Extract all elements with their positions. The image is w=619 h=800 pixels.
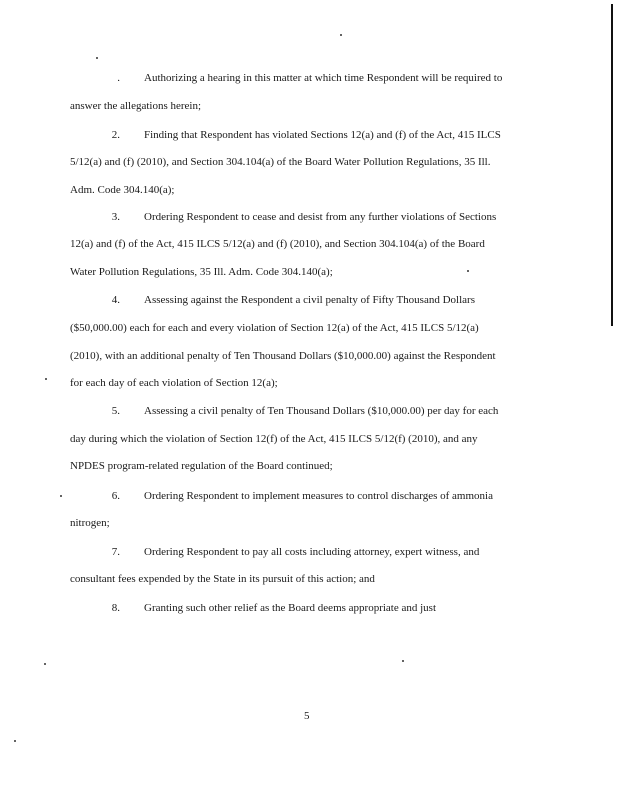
item-text-line: (2010), with an additional penalty of Ten Thousand Dollars ($10,000.00) against the Respondent	[70, 350, 496, 362]
item-text-line: Assessing a civil penalty of Ten Thousand Dollars ($10,000.00) per day for each	[144, 405, 499, 417]
item-number: 7.	[111, 546, 120, 558]
scan-speck	[44, 663, 46, 665]
item-text-line: Water Pollution Regulations, 35 Ill. Adm. Code 304.140(a);	[70, 266, 333, 278]
item-text-line: consultant fees expended by the State in its pursuit of this action; and	[70, 573, 375, 585]
item-number: 2.	[111, 129, 120, 141]
item-text-line: for each day of each violation of Section 12(a);	[70, 377, 278, 389]
item-text-line: day during which the violation of Section 12(f) of the Act, 415 ILCS 5/12(f) (2010), and any	[70, 433, 478, 445]
item-text-line: answer the allegations herein;	[70, 100, 202, 112]
item-text-line: Authorizing a hearing in this matter at which time Respondent will be required to	[144, 72, 503, 84]
item-text-line: Finding that Respondent has violated Sections 12(a) and (f) of the Act, 415 ILCS	[144, 129, 501, 141]
item-text-line: Assessing against the Respondent a civil penalty of Fifty Thousand Dollars	[144, 294, 475, 306]
item-text-line: Ordering Respondent to cease and desist from any further violations of Sections	[144, 211, 497, 223]
scan-speck	[14, 740, 16, 742]
item-text-line: 12(a) and (f) of the Act, 415 ILCS 5/12(a) and (f) (2010), and Section 304.104(a) of the Board	[70, 238, 485, 250]
item-number: 4.	[111, 294, 120, 306]
page-number: 5	[304, 710, 310, 722]
item-number: 8.	[111, 602, 120, 614]
item-text-line: Ordering Respondent to implement measures to control discharges of ammonia	[144, 490, 493, 502]
item-number: .	[117, 72, 120, 84]
scan-edge-line	[611, 4, 613, 326]
scan-speck	[45, 378, 47, 380]
item-text-line: ($50,000.00) each for each and every violation of Section 12(a) of the Act, 415 ILCS 5/12(a)	[70, 322, 479, 334]
scan-speck	[467, 270, 469, 272]
item-text-line: nitrogen;	[70, 517, 110, 529]
item-number: 6.	[111, 490, 120, 502]
item-number: 5.	[111, 405, 120, 417]
scan-speck	[402, 660, 404, 662]
item-text-line: Granting such other relief as the Board deems appropriate and just	[144, 602, 437, 614]
item-text-line: NPDES program-related regulation of the Board continued;	[70, 460, 333, 472]
scan-speck	[96, 57, 98, 59]
item-text-line: Adm. Code 304.140(a);	[70, 184, 175, 196]
scan-speck	[60, 495, 62, 497]
scan-speck	[340, 34, 342, 36]
item-text-line: Ordering Respondent to pay all costs including attorney, expert witness, and	[144, 546, 480, 558]
item-text-line: 5/12(a) and (f) (2010), and Section 304.104(a) of the Board Water Pollution Regulations, 35 Ill.	[70, 156, 491, 168]
item-number: 3.	[111, 211, 120, 223]
